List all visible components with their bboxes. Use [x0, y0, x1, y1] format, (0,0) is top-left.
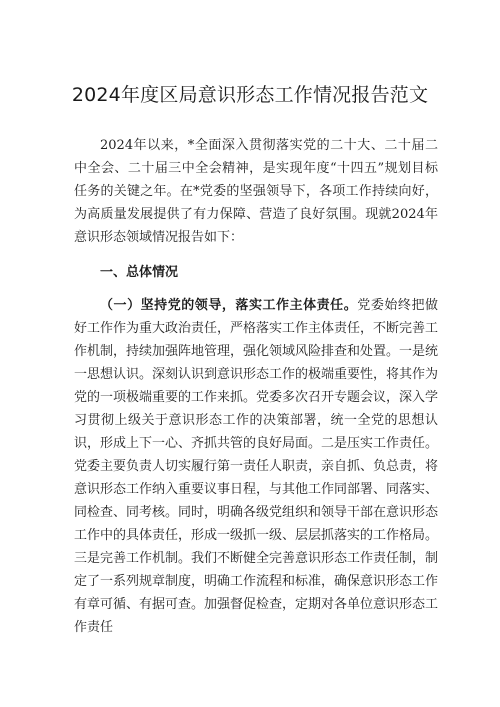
intro-paragraph: 2024年以来，*全面深入贯彻落实党的二十大、二十届二中全会、二十届三中全会精神，是实现年度“十四五”规划目标任务的关键之年。在*党委的坚强领导下，各项工作持续向好，为高质量发展提供了有力保障、营造了良好氛围。现就2024年意识形态领域情况报告如下： [74, 138, 438, 245]
subsection-body: 党委始终把做好工作作为重大政治责任，严格落实工作主体责任，不断完善工作机制，持续加强阵地管理，强化领域风险排查和处置。一是统一思想认识。深刻认识到意识形态工作的极端重要性，将其作为党的一项极端重要的工作来抓。党委多次召开专题会议，深入学习贯彻上级关于意识形态工作的决策部署，统一全党的思想认识，形成上下一心、齐抓共管的良好局面。二是压实工作责任。党委主要负责人切实履行第一责任人职责，亲自抓、负总责，将意识形态工作纳入重要议事日程，与其他工作同部署、同落实、同检查、同考核。同时，明确各级党组织和领导干部在意识形态工作中的具体责任，形成一级抓一级、层层抓落实的工作格局。三是完善工作机制。我们不断健全完善意识形态工作责任制，制定了一系列规章制度，明确工作流程和标准，确保意识形态工作有章可循、有据可查。加强督促检查，定期对各单位意识形态工作责任 [74, 298, 438, 635]
document-title: 2024年度区局意识形态工作情况报告范文 [71, 84, 429, 106]
subsection-paragraph [74, 294, 438, 706]
section-heading-overview: 一、总体情况 [100, 265, 179, 280]
subsection-heading: （一）坚持党的领导，落实工作主体责任。 [100, 298, 358, 313]
